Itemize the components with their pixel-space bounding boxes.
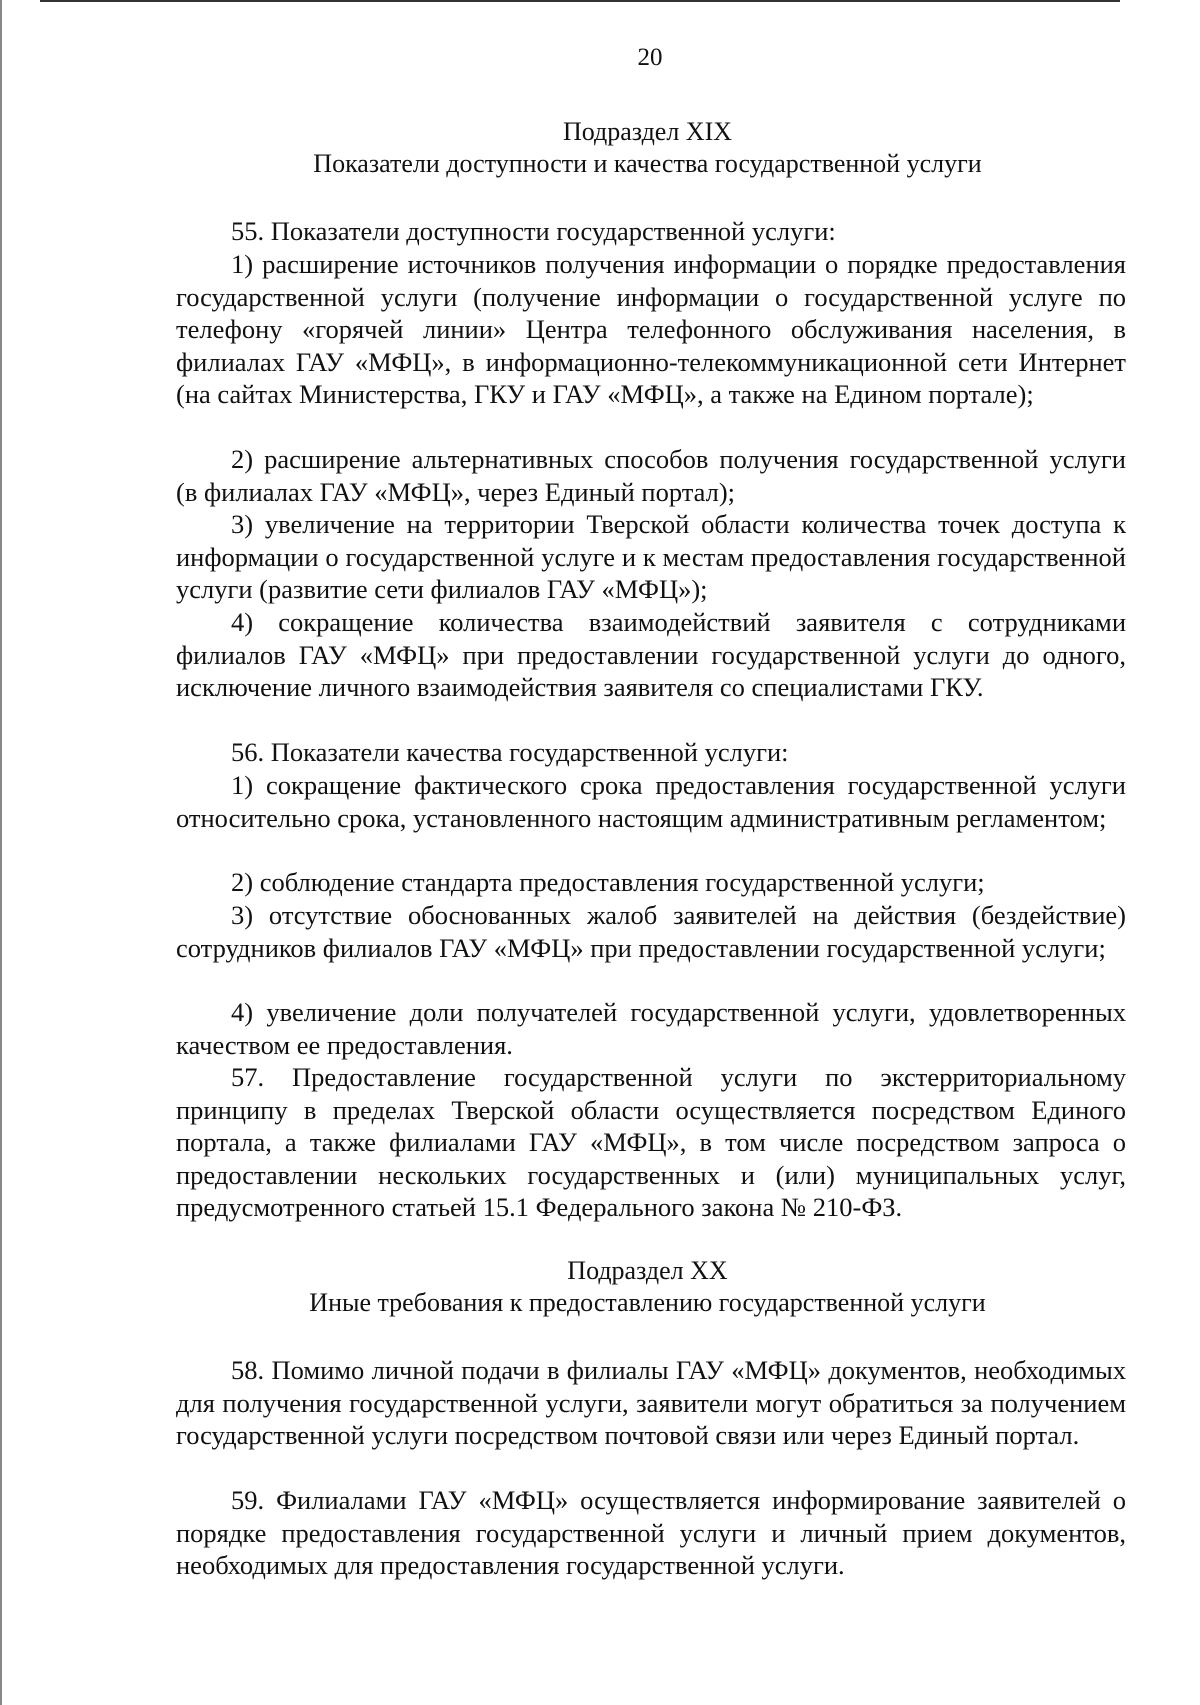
section-title: Подраздел XIX [562,117,733,146]
paragraph-55: 55. Показатели доступности государственной услуги: [231,216,836,246]
paragraph-56: 56. Показатели качества государственной услуги: [231,737,789,767]
paragraph-56-item-3: 3) отсутствие обоснованных жалоб заявителей на действия (бездействие) сотрудников филиалов ГАУ «МФЦ» при предоставлении государственной услуги; [176,900,1126,963]
section-subtitle: Иные требования к предоставлению государственной услуги [309,1288,986,1317]
paragraph-57: 57. Предоставление государственной услуги по экстерриториальному принципу в пределах Тверской области осуществляется посредством Единого портала, а также филиалами ГАУ «МФЦ», в том числе посредством запроса о предоставлении нескольких государственных и (или) муниципальных услуг, предусмотренного статьей 15.1 Федерального закона № 210-ФЗ. [176,1062,1126,1222]
section-title: Подраздел XX [567,1256,728,1285]
paragraph-55-item-1: 1) расширение источников получения информации о порядке предоставления государственной услуги (получение информации о государственной услуге по телефону «горячей линии» Центра телефонного обслуживания населения, в филиалах ГАУ «МФЦ», в информационно-телекоммуникационной сети Интернет (на сайтах Министерства, ГКУ и ГАУ «МФЦ», а также на Едином портале); [176,249,1126,409]
section-subtitle: Показатели доступности и качества государственной услуги [313,149,982,178]
section-heading [160,116,1135,180]
paragraph-55-item-2: 2) расширение альтернативных способов получения государственной услуги (в филиалах ГАУ «МФЦ», через Единый портал); [176,444,1126,507]
paragraph-58: 58. Помимо личной подачи в филиалы ГАУ «МФЦ» документов, необходимых для получения государственной услуги, заявители могут обратиться за получением государственной услуги посредством почтовой связи или через Единый портал. [176,1355,1126,1450]
scan-left-border [0,0,2,1705]
paragraph-59: 59. Филиалами ГАУ «МФЦ» осуществляется информирование заявителей о порядке предоставления государственной услуги и личный прием документов, необходимых для предоставления государственной услуги. [176,1485,1126,1580]
scan-top-border [40,0,1120,2]
paragraph-56-item-4: 4) увеличение доли получателей государственной услуги, удовлетворенных качеством ее предоставления. [176,997,1126,1060]
page-number: 20 [637,44,663,71]
paragraph-55-item-4: 4) сокращение количества взаимодействий заявителя с сотрудниками филиалов ГАУ «МФЦ» при предоставлении государственной услуги до одного, исключение личного взаимодействия заявителя со специалистами ГКУ. [176,607,1126,702]
paragraph-56-item-2: 2) соблюдение стандарта предоставления государственной услуги; [231,867,985,897]
section-heading [160,1255,1135,1319]
paragraph-55-item-3: 3) увеличение на территории Тверской области количества точек доступа к информации о государственной услуге и к местам предоставления государственной услуги (развитие сети филиалов ГАУ «МФЦ»); [176,509,1126,604]
paragraph-56-item-1: 1) сокращение фактического срока предоставления государственной услуги относительно срока, установленного настоящим административным регламентом; [176,770,1126,833]
